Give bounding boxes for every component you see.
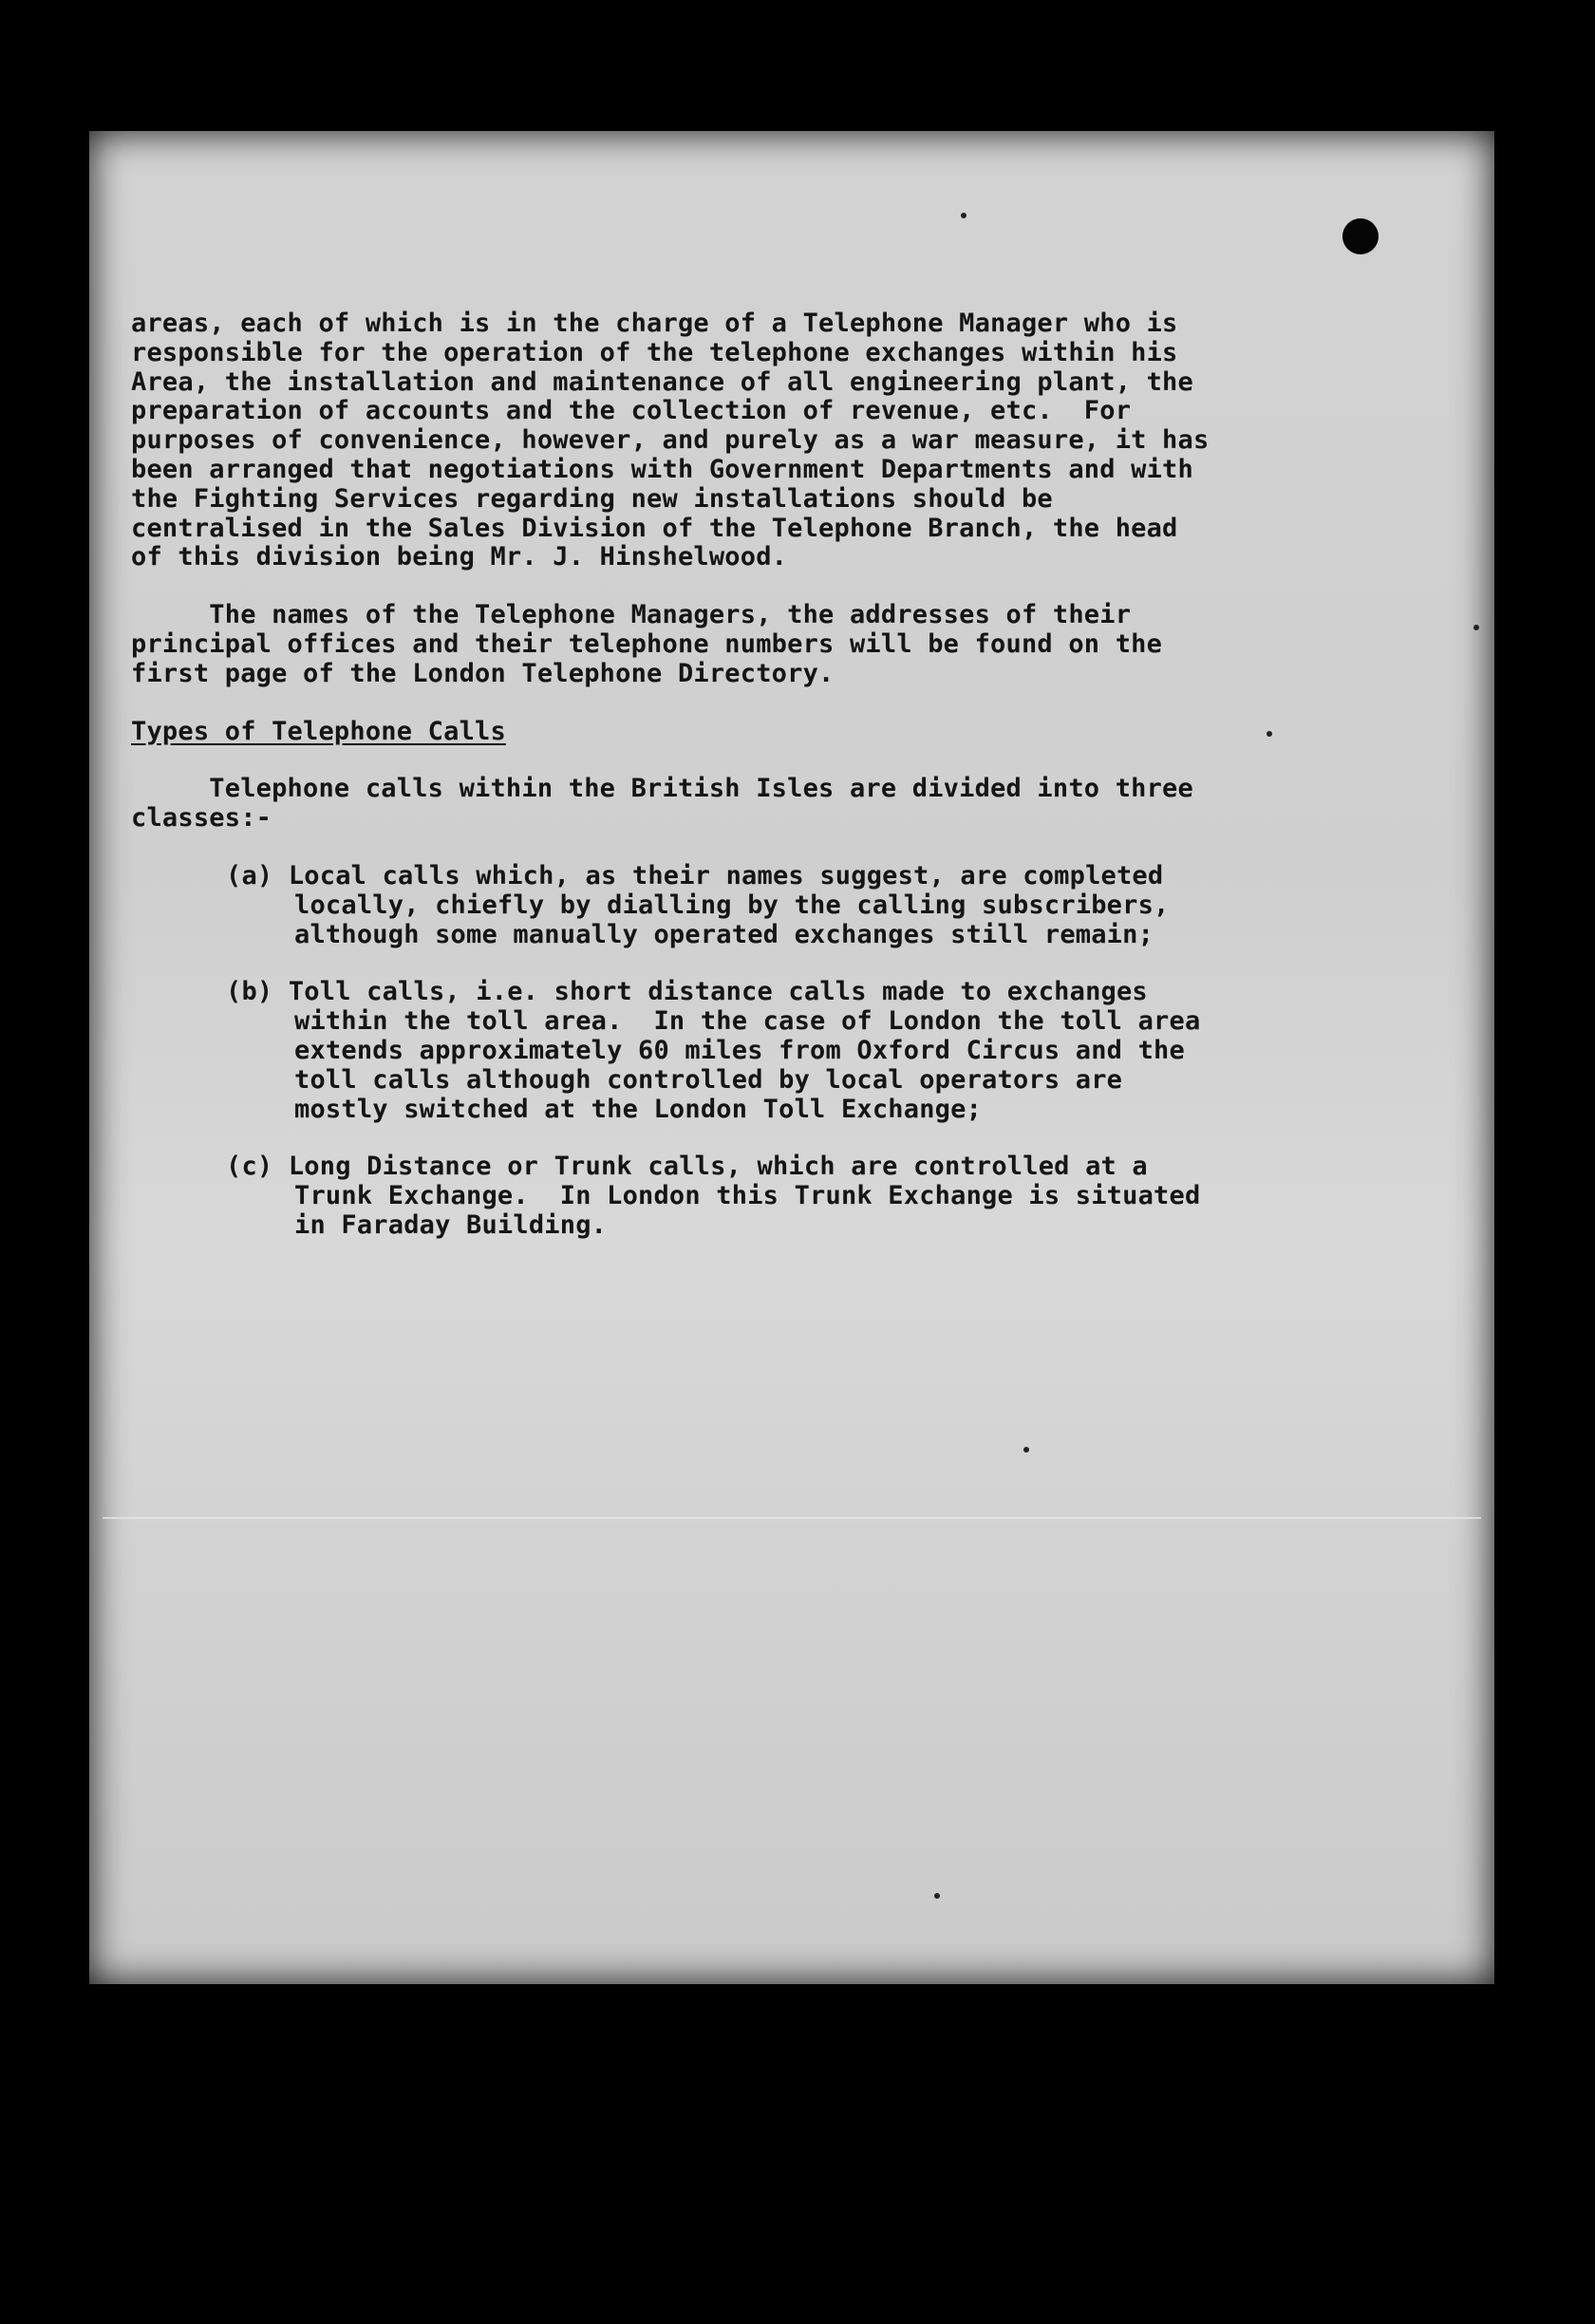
speck xyxy=(934,1893,940,1899)
page-fold-line xyxy=(103,1517,1481,1519)
text-line: principal offices and their telephone numbers will be found on the xyxy=(131,628,1163,659)
text-line: first page of the London Telephone Directory. xyxy=(131,658,835,688)
text-line: extends approximately 60 miles from Oxford Circus and the xyxy=(294,1035,1185,1065)
text-line: purposes of convenience, however, and purely as a war measure, it has xyxy=(131,425,1210,456)
punch-hole xyxy=(1342,218,1379,254)
managers-paragraph xyxy=(131,601,1422,688)
text-line: toll calls although controlled by local operators are xyxy=(294,1064,1123,1095)
text-line: the Fighting Services regarding new installations should be xyxy=(131,483,1053,514)
text-line: Long Distance or Trunk calls, which are controlled at a xyxy=(288,1152,1148,1182)
intro-paragraph xyxy=(131,309,1422,572)
text-line: preparation of accounts and the collection of revenue, etc. For xyxy=(131,396,1132,426)
text-line: been arranged that negotiations with Government Departments and with xyxy=(131,454,1193,484)
list-marker: (b) xyxy=(226,977,273,1007)
text-line: Toll calls, i.e. short distance calls made to exchanges xyxy=(288,977,1148,1007)
text-line: areas, each of which is in the charge of a Telephone Manager who is xyxy=(131,309,1178,338)
text-line: although some manually operated exchanges still remain; xyxy=(294,919,1154,949)
list-item-b xyxy=(226,978,1422,1124)
document-body xyxy=(131,309,1422,1241)
text-line: mostly switched at the London Toll Exchange; xyxy=(294,1094,983,1124)
text-line: within the toll area. In the case of London the toll area xyxy=(294,1006,1201,1037)
text-line: responsible for the operation of the telephone exchanges within his xyxy=(131,337,1178,367)
list-marker: (a) xyxy=(226,860,273,890)
speck xyxy=(1473,625,1479,630)
list-item-c xyxy=(226,1153,1422,1240)
text-line: classes:- xyxy=(131,803,272,834)
list-item-a xyxy=(226,862,1422,949)
document-page xyxy=(89,131,1494,1984)
speck xyxy=(1023,1447,1029,1452)
text-line: Telephone calls within the British Isles are divided into three xyxy=(131,774,1193,804)
section-heading-container xyxy=(131,718,1422,747)
section-heading: Types of Telephone Calls xyxy=(131,716,506,746)
classes-intro xyxy=(131,775,1422,834)
text-line: Area, the installation and maintenance of all engineering plant, the xyxy=(131,366,1193,397)
text-line: in Faraday Building. xyxy=(294,1209,608,1240)
text-line: Local calls which, as their names suggest, are completed xyxy=(288,860,1164,890)
text-line: Trunk Exchange. In London this Trunk Exchange is situated xyxy=(294,1181,1201,1211)
text-line: of this division being Mr. J. Hinshelwood. xyxy=(131,542,788,572)
text-line: locally, chiefly by dialling by the calling subscribers, xyxy=(294,890,1170,920)
text-line: The names of the Telephone Managers, the addresses of their xyxy=(131,600,1132,630)
speck xyxy=(961,213,966,218)
list-marker: (c) xyxy=(226,1152,273,1182)
text-line: centralised in the Sales Division of the Telephone Branch, the head xyxy=(131,513,1178,543)
